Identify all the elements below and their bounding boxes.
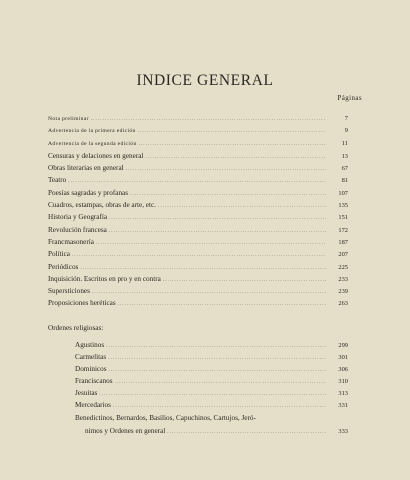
entry-page: 233 bbox=[338, 275, 348, 283]
entry-label: Supersticiones bbox=[48, 287, 90, 296]
subentry-label: Carmelitas bbox=[75, 353, 107, 362]
toc-subentry bbox=[75, 339, 348, 351]
toc-entry bbox=[48, 236, 348, 248]
entry-page: 13 bbox=[341, 152, 348, 160]
entry-label: Censuras y delaciones en general bbox=[48, 151, 144, 160]
toc-entry bbox=[48, 125, 348, 137]
subentry-page: 301 bbox=[338, 354, 348, 362]
entry-label: Nota preliminar bbox=[48, 116, 89, 122]
entry-page: 11 bbox=[341, 139, 348, 147]
toc-entry bbox=[48, 297, 348, 309]
subentry-label: Mercedarios bbox=[75, 401, 111, 410]
section-heading: Ordenes religiosas: bbox=[48, 324, 104, 332]
entry-label: Cuadros, estampas, obras de arte, etc. bbox=[48, 201, 156, 210]
toc-subentry bbox=[75, 375, 348, 387]
entry-page: 172 bbox=[338, 226, 348, 234]
entry-page: 225 bbox=[338, 263, 348, 271]
toc-subentry bbox=[75, 387, 348, 399]
subentry-page: 313 bbox=[338, 390, 348, 398]
entry-label: Historia y Geografía bbox=[48, 213, 108, 222]
entry-label: Periódicos bbox=[48, 262, 79, 271]
entry-page: 239 bbox=[338, 288, 348, 296]
toc-entry bbox=[48, 285, 348, 297]
subentry-page: 306 bbox=[338, 366, 348, 374]
toc-entry bbox=[48, 174, 348, 186]
entry-page: 81 bbox=[341, 177, 348, 185]
toc-entry bbox=[48, 138, 348, 150]
page-title: INDICE GENERAL bbox=[136, 72, 274, 89]
entry-label: Advertencia de la primera edición bbox=[48, 128, 136, 135]
subentry-page: 333 bbox=[338, 427, 348, 435]
toc-entry bbox=[48, 162, 348, 174]
subentry-page: 310 bbox=[338, 378, 348, 386]
entry-label: Advertencia de la segunda edición bbox=[48, 140, 137, 147]
toc-entry bbox=[48, 261, 348, 273]
subentry-label-line1: Benedictinos, Bernardos, Basilios, Capuchinos, Cartujos, Jeró- bbox=[75, 413, 256, 422]
dot-leader bbox=[167, 426, 326, 439]
subentry-label-line2: nimos y Ordenes en general bbox=[85, 426, 166, 435]
toc-entry bbox=[48, 199, 348, 211]
entry-page: 187 bbox=[338, 238, 348, 246]
pages-column-header: Páginas bbox=[337, 94, 362, 102]
toc-subentry-second-line bbox=[75, 425, 348, 438]
religious-orders-list bbox=[75, 339, 348, 438]
toc-entry bbox=[48, 150, 348, 162]
toc-entry bbox=[48, 113, 348, 125]
subentry-page: 299 bbox=[338, 342, 348, 349]
entry-label: Obras literarias en general bbox=[48, 164, 124, 173]
subentry-label: Agustinos bbox=[75, 341, 105, 349]
toc-list bbox=[48, 113, 348, 310]
toc-subentry bbox=[75, 351, 348, 363]
toc-subentry bbox=[75, 363, 348, 375]
entry-label: Revolución francesa bbox=[48, 225, 107, 234]
toc-entry bbox=[48, 187, 348, 199]
entry-page: 135 bbox=[338, 202, 348, 210]
entry-page: 107 bbox=[338, 189, 348, 197]
toc-entry bbox=[48, 224, 348, 236]
toc-entry bbox=[48, 248, 348, 260]
subentry-label: Dominicos bbox=[75, 365, 107, 374]
entry-label: Francmasonería bbox=[48, 237, 94, 246]
entry-label: Teatro bbox=[48, 176, 67, 185]
dot-leader bbox=[118, 299, 326, 311]
subentry-label: Franciscanos bbox=[75, 377, 113, 386]
entry-page: 9 bbox=[344, 127, 348, 135]
entry-label: Política bbox=[48, 250, 70, 259]
toc-subentry-first-line bbox=[75, 412, 348, 425]
entry-label: Inquisición. Escritos en pro y en contra bbox=[48, 274, 161, 283]
entry-page: 263 bbox=[338, 300, 348, 308]
toc-entry bbox=[48, 273, 348, 285]
entry-page: 207 bbox=[338, 251, 348, 259]
subentry-label: Jesuitas bbox=[75, 389, 98, 398]
toc-subentry bbox=[75, 399, 348, 411]
entry-page: 67 bbox=[341, 165, 348, 173]
entry-label: Poesías sagradas y profanas bbox=[48, 188, 129, 197]
entry-page: 151 bbox=[338, 214, 348, 222]
entry-page: 7 bbox=[344, 115, 348, 122]
entry-label: Proposiciones heréticas bbox=[48, 299, 116, 308]
subentry-page: 331 bbox=[338, 402, 348, 410]
toc-entry bbox=[48, 211, 348, 223]
